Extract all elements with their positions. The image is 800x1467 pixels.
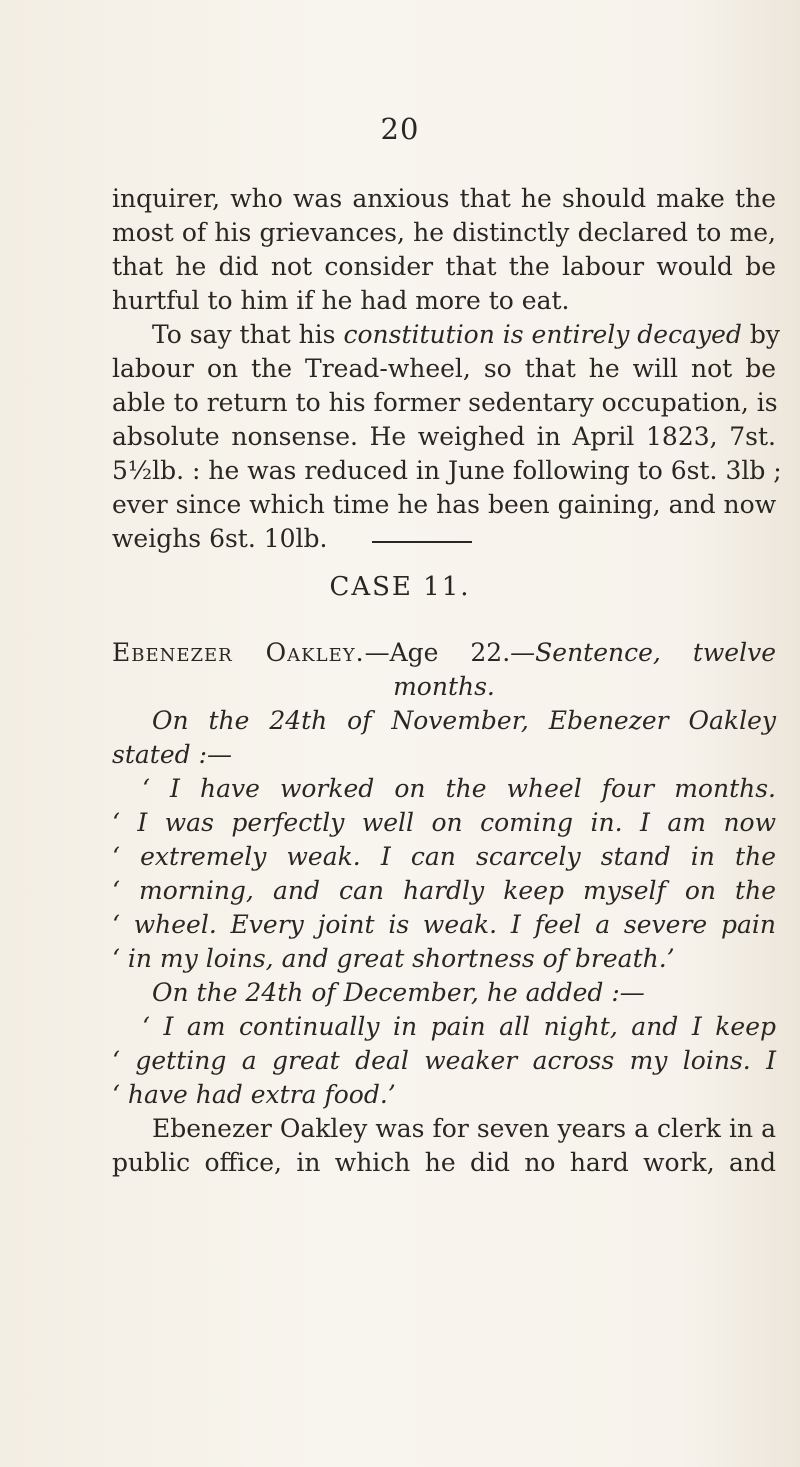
quote-line: ‘ I have worked on the wheel four months. [142,774,776,803]
text-line: hurtful to him if he had more to eat. [112,286,570,315]
text-line: absolute nonsense. He weighed in April 1823, 7st. [112,422,776,451]
paragraph-opening [112,182,782,556]
text-line: On the 24th of November, Ebenezer Oakley [152,706,776,735]
text-line: 5½lb. : he was reduced in June following to 6st. 3lb ; [112,456,782,485]
text-line: public office, in which he did no hard work, and [112,1148,776,1177]
text-line: On the 24th of December, he added :— [152,978,645,1007]
case-intro-line [112,636,776,670]
text-line: that he did not consider that the labour would be [112,252,776,281]
quote-line: ‘ morning, and can hardly keep myself on the [112,876,776,905]
text-span: To say that his [152,320,344,349]
section-divider [372,541,472,543]
text-line: weighs 6st. 10lb. [112,524,328,553]
quote-line: ‘ extremely weak. I can scarcely stand in the [112,842,776,871]
quote-line: ‘ have had extra food.’ [112,1080,396,1109]
text-line: Ebenezer Oakley was for seven years a clerk in a [152,1114,776,1143]
quote-line: ‘ I am continually in pain all night, and I keep [142,1012,776,1041]
text-line [112,318,781,352]
text-line: stated :— [112,740,232,769]
text-line: ever since which time he has been gaining, and now [112,490,777,519]
text-line: labour on the Tread-wheel, so that he will not be [112,354,776,383]
emphasis-text: constitution is entirely decayed [343,320,742,349]
text-line: inquirer, who was anxious that he should make the [112,184,776,213]
text-line: able to return to his former sedentary occupation, is [112,388,778,417]
case-body [112,636,776,1180]
quote-line: ‘ I was perfectly well on coming in. I am now [112,808,776,837]
sentence-text: —Sentence, twelve [510,638,776,667]
text-line: most of his grievances, he distinctly declared to me, [112,218,776,247]
quote-line: ‘ in my loins, and great shortness of breath.’ [112,944,675,973]
page-number: 20 [380,112,420,146]
text-line: months. [393,672,495,701]
prisoner-name: Ebenezer Oakley. [112,638,365,667]
quote-line: ‘ wheel. Every joint is weak. I feel a severe pain [112,910,776,939]
case-heading: CASE 11. [329,572,471,602]
text-span: by [741,320,781,349]
quote-line: ‘ getting a great deal weaker across my loins. I [112,1046,776,1075]
prisoner-age: —Age 22. [364,638,511,667]
